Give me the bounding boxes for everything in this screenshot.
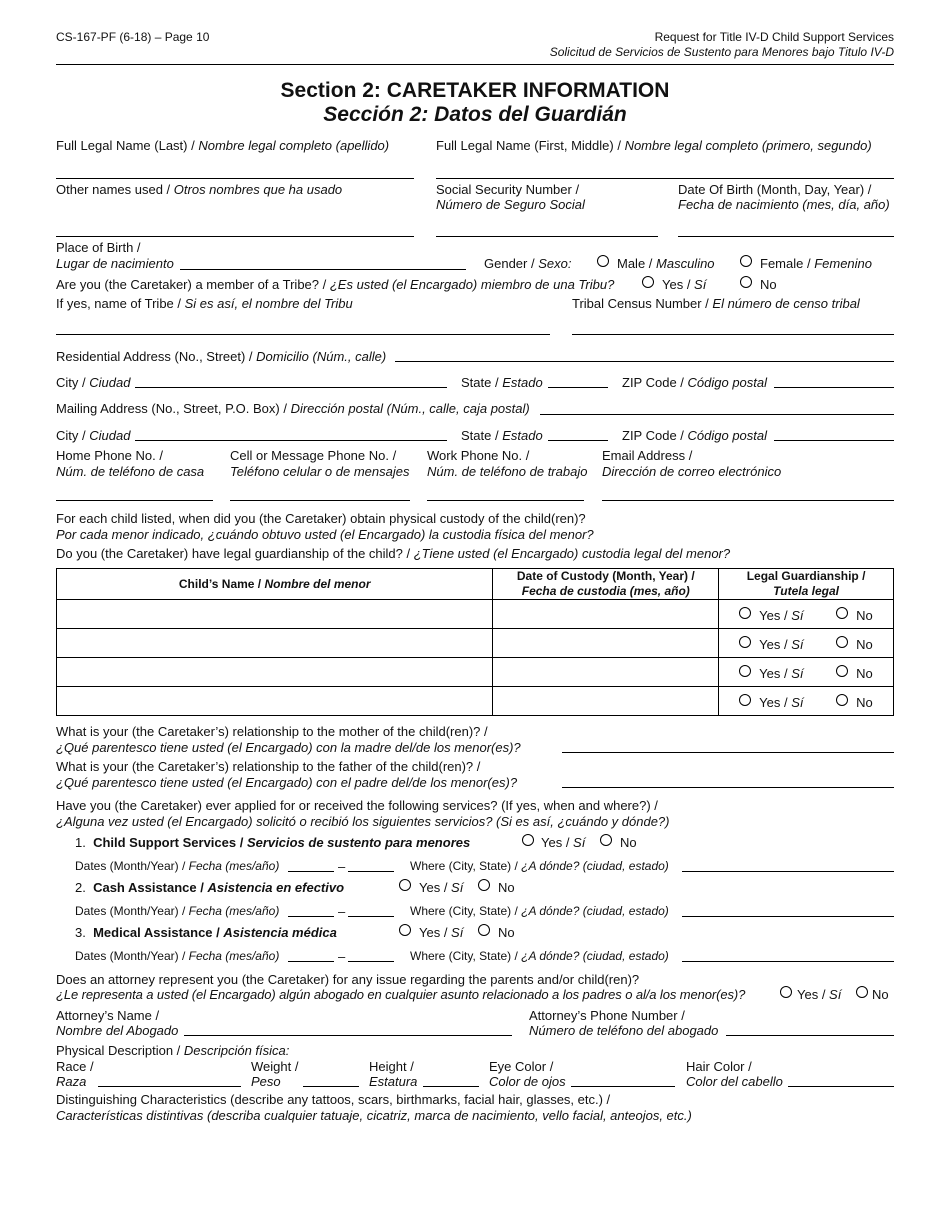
home-phone-field[interactable] xyxy=(56,500,213,501)
first-name-field[interactable] xyxy=(436,178,894,179)
service-1-dates-label: Dates (Month/Year) / Fecha (mes/año) xyxy=(75,859,280,873)
custody-date-cell[interactable] xyxy=(493,629,719,658)
guardianship-no-radio[interactable] xyxy=(836,694,848,706)
pob-field[interactable] xyxy=(180,269,466,270)
last-name-field[interactable] xyxy=(56,178,414,179)
child-name-cell[interactable] xyxy=(57,687,493,716)
col-child-name: Child’s Name / Nombre del menor xyxy=(57,569,493,600)
guardianship-no-radio[interactable] xyxy=(836,607,848,619)
services-question: Have you (the Caretaker) ever applied for or received the following services? (If yes, when and where?) / xyxy=(56,798,658,813)
last-name-label: Full Legal Name (Last) / Nombre legal completo (apellido) xyxy=(56,138,390,153)
service-3-label: 3. Medical Assistance / Asistencia médica xyxy=(75,925,337,940)
mail-city-label: City / Ciudad xyxy=(56,428,131,443)
service-1-yes-label: Yes / Sí xyxy=(541,835,586,850)
mail-zip-field[interactable] xyxy=(774,440,894,441)
email-label-es: Dirección de correo electrónico xyxy=(602,464,782,479)
cell-phone-label-es: Teléfono celular o de mensajes xyxy=(230,464,410,479)
guardianship-cell xyxy=(719,629,894,658)
service-3-dates-label: Dates (Month/Year) / Fecha (mes/año) xyxy=(75,949,280,963)
res-city-field[interactable] xyxy=(135,387,447,388)
section-title: Section 2: CARETAKER INFORMATION xyxy=(280,79,670,102)
other-names-field[interactable] xyxy=(56,236,414,237)
section-subtitle: Sección 2: Datos del Guardián xyxy=(323,103,627,126)
guardianship-cell xyxy=(719,600,894,629)
attorney-name-field[interactable] xyxy=(184,1035,512,1036)
height-label-es: Estatura xyxy=(369,1074,418,1089)
header-divider xyxy=(56,64,894,65)
service-3-where-label: Where (City, State) / ¿A dónde? (ciudad, estado) xyxy=(410,949,669,963)
guardianship-cell xyxy=(719,658,894,687)
attorney-yes-label: Yes / Sí xyxy=(797,987,842,1002)
tribe-yes-radio[interactable] xyxy=(642,276,654,288)
tribal-census-label: Tribal Census Number / El número de censo tribal xyxy=(572,296,860,311)
res-addr-label: Residential Address (No., Street) / Domicilio (Núm., calle) xyxy=(56,349,387,364)
mail-addr-field[interactable] xyxy=(540,414,894,415)
res-addr-field[interactable] xyxy=(395,361,894,362)
service-3-no-radio[interactable] xyxy=(478,924,490,936)
tribe-yes-label: Yes / Sí xyxy=(662,277,707,292)
guardianship-no-label: No xyxy=(856,608,873,623)
attorney-phone-label: Attorney’s Phone Number / xyxy=(529,1008,685,1023)
tribe-name-label: If yes, name of Tribe / Si es así, el nombre del Tribu xyxy=(56,296,353,311)
service-1-label: 1. Child Support Services / Servicios de sustento para menores xyxy=(75,835,471,850)
ssn-field[interactable] xyxy=(436,236,658,237)
service-2-no-label: No xyxy=(498,880,515,895)
service-3-no-label: No xyxy=(498,925,515,940)
guardianship-no-radio[interactable] xyxy=(836,665,848,677)
custody-date-cell[interactable] xyxy=(493,600,719,629)
guardianship-cell xyxy=(719,687,894,716)
dob-field[interactable] xyxy=(678,236,894,237)
distinguishing-label-es: Características distintivas (describa cualquier tatuaje, cicatriz, marca de nacimiento, vello facial, anteojos, etc.) xyxy=(56,1108,692,1123)
service-2-date-to[interactable] xyxy=(348,916,394,917)
child-name-cell[interactable] xyxy=(57,629,493,658)
guardianship-yes-radio[interactable] xyxy=(739,694,751,706)
guardianship-yes-label: Yes / Sí xyxy=(759,695,804,710)
attorney-yes-radio[interactable] xyxy=(780,986,792,998)
rel-mother-label: What is your (the Caretaker’s) relationship to the mother of the child(ren)? / xyxy=(56,724,488,739)
child-name-cell[interactable] xyxy=(57,658,493,687)
height-field[interactable] xyxy=(423,1086,479,1087)
gender-male-label: Male / Masculino xyxy=(617,256,715,271)
attorney-question: Does an attorney represent you (the Caretaker) for any issue regarding the parents and/or child(ren)? xyxy=(56,972,640,987)
guardianship-yes-label: Yes / Sí xyxy=(759,637,804,652)
tribe-name-field[interactable] xyxy=(56,334,550,335)
other-names-label: Other names used / Otros nombres que ha usado xyxy=(56,182,343,197)
race-field[interactable] xyxy=(98,1086,241,1087)
height-label: Height / xyxy=(369,1059,414,1074)
dob-label-es: Fecha de nacimiento (mes, día, año) xyxy=(678,197,890,212)
dob-label: Date Of Birth (Month, Day, Year) / xyxy=(678,182,872,197)
work-phone-label-es: Núm. de teléfono de trabajo xyxy=(427,464,588,479)
service-3-date-to[interactable] xyxy=(348,961,394,962)
race-label: Race / xyxy=(56,1059,94,1074)
pob-label: Place of Birth / xyxy=(56,240,141,255)
res-city-label: City / Ciudad xyxy=(56,375,131,390)
custody-date-cell[interactable] xyxy=(493,687,719,716)
service-1-date-from[interactable] xyxy=(288,871,334,872)
attorney-name-label: Attorney’s Name / xyxy=(56,1008,160,1023)
service-3-where-field[interactable] xyxy=(682,961,894,962)
mail-state-label: State / Estado xyxy=(461,428,543,443)
guardianship-yes-radio[interactable] xyxy=(739,665,751,677)
gender-female-radio[interactable] xyxy=(740,255,752,267)
service-3-dash: – xyxy=(338,949,346,964)
custody-question-en: For each child listed, when did you (the Caretaker) obtain physical custody of the child(ren)? xyxy=(56,511,586,526)
mail-state-field[interactable] xyxy=(548,440,608,441)
service-1-dash: – xyxy=(338,859,346,874)
work-phone-field[interactable] xyxy=(427,500,584,501)
res-state-field[interactable] xyxy=(548,387,608,388)
service-1-no-radio[interactable] xyxy=(600,834,612,846)
ssn-label-es: Número de Seguro Social xyxy=(436,197,585,212)
email-field[interactable] xyxy=(602,500,894,501)
service-2-dates-label: Dates (Month/Year) / Fecha (mes/año) xyxy=(75,904,280,918)
physical-title: Physical Description / Descripción física: xyxy=(56,1043,290,1058)
weight-label: Weight / xyxy=(251,1059,299,1074)
hair-color-label-es: Color del cabello xyxy=(686,1074,783,1089)
guardianship-no-label: No xyxy=(856,666,873,681)
attorney-name-label-es: Nombre del Abogado xyxy=(56,1023,179,1038)
guardianship-no-radio[interactable] xyxy=(836,636,848,648)
res-zip-label: ZIP Code / Código postal xyxy=(622,375,768,390)
form-id: CS-167-PF (6-18) – Page 10 xyxy=(56,30,210,44)
cell-phone-field[interactable] xyxy=(230,500,410,501)
hair-color-field[interactable] xyxy=(788,1086,894,1087)
custody-date-cell[interactable] xyxy=(493,658,719,687)
guardianship-yes-radio[interactable] xyxy=(739,607,751,619)
guardianship-yes-label: Yes / Sí xyxy=(759,608,804,623)
distinguishing-label: Distinguishing Characteristics (describe any tattoos, scars, birthmarks, facial hair, glasses, etc.) / xyxy=(56,1092,611,1107)
eye-color-label: Eye Color / xyxy=(489,1059,554,1074)
table-row xyxy=(57,600,894,629)
attorney-phone-label-es: Número de teléfono del abogado xyxy=(529,1023,719,1038)
service-1-where-label: Where (City, State) / ¿A dónde? (ciudad, estado) xyxy=(410,859,669,873)
attorney-no-radio[interactable] xyxy=(856,986,868,998)
home-phone-label-es: Núm. de teléfono de casa xyxy=(56,464,205,479)
eye-color-field[interactable] xyxy=(571,1086,675,1087)
rel-father-label-es: ¿Qué parentesco tiene usted (el Encargado) con el padre del/de los menor(es)? xyxy=(56,775,518,790)
res-zip-field[interactable] xyxy=(774,387,894,388)
work-phone-label: Work Phone No. / xyxy=(427,448,530,463)
gender-label: Gender / Sexo: xyxy=(484,256,572,271)
ssn-label: Social Security Number / xyxy=(436,182,580,197)
home-phone-label: Home Phone No. / xyxy=(56,448,163,463)
tribal-census-field[interactable] xyxy=(572,334,894,335)
email-label: Email Address / xyxy=(602,448,693,463)
mail-zip-label: ZIP Code / Código postal xyxy=(622,428,768,443)
cell-phone-label: Cell or Message Phone No. / xyxy=(230,448,397,463)
weight-field[interactable] xyxy=(303,1086,359,1087)
service-1-no-label: No xyxy=(620,835,637,850)
rel-mother-label-es: ¿Qué parentesco tiene usted (el Encargado) con la madre del/de los menor(es)? xyxy=(56,740,521,755)
attorney-no-label: No xyxy=(872,987,889,1002)
service-3-yes-label: Yes / Sí xyxy=(419,925,464,940)
guardianship-yes-label: Yes / Sí xyxy=(759,666,804,681)
service-2-dash: – xyxy=(338,904,346,919)
table-row xyxy=(57,687,894,716)
service-3-date-from[interactable] xyxy=(288,961,334,962)
eye-color-label-es: Color de ojos xyxy=(489,1074,566,1089)
guardianship-yes-radio[interactable] xyxy=(739,636,751,648)
services-question-es: ¿Alguna vez usted (el Encargado) solicitó o recibió los siguientes servicios? (Si es así, ¿cuándo y dónde?) xyxy=(56,814,670,829)
service-2-yes-label: Yes / Sí xyxy=(419,880,464,895)
tribe-no-radio[interactable] xyxy=(740,276,752,288)
service-2-label: 2. Cash Assistance / Asistencia en efectivo xyxy=(75,880,345,895)
service-1-where-field[interactable] xyxy=(682,871,894,872)
gender-female-label: Female / Femenino xyxy=(760,256,872,271)
rel-father-label: What is your (the Caretaker’s) relationship to the father of the child(ren)? / xyxy=(56,759,481,774)
gender-male-radio[interactable] xyxy=(597,255,609,267)
service-1-date-to[interactable] xyxy=(348,871,394,872)
first-name-label: Full Legal Name (First, Middle) / Nombre legal completo (primero, segundo) xyxy=(436,138,872,153)
attorney-phone-field[interactable] xyxy=(726,1035,894,1036)
guardianship-question: Do you (the Caretaker) have legal guardianship of the child? / ¿Tiene usted (el Encargado) custodia legal del menor? xyxy=(56,546,731,561)
table-row xyxy=(57,658,894,687)
hair-color-label: Hair Color / xyxy=(686,1059,752,1074)
custody-table-header xyxy=(57,569,894,600)
mail-addr-label: Mailing Address (No., Street, P.O. Box) / Dirección postal (Núm., calle, caja postal) xyxy=(56,401,530,416)
mail-city-field[interactable] xyxy=(135,440,447,441)
custody-table xyxy=(56,568,894,716)
attorney-question-es: ¿Le representa a usted (el Encargado) algún abogado en cualquier asunto relacionado a los padres o al/a los menor(es)? xyxy=(56,987,746,1002)
service-2-date-from[interactable] xyxy=(288,916,334,917)
service-1-yes-radio[interactable] xyxy=(522,834,534,846)
service-2-yes-radio[interactable] xyxy=(399,879,411,891)
race-label-es: Raza xyxy=(56,1074,87,1089)
tribe-question: Are you (the Caretaker) a member of a Tribe? / ¿Es usted (el Encargado) miembro de una Tribu? xyxy=(56,277,615,292)
pob-label-es: Lugar de nacimiento xyxy=(56,256,174,271)
res-state-label: State / Estado xyxy=(461,375,543,390)
rel-father-field[interactable] xyxy=(562,787,894,788)
service-2-where-label: Where (City, State) / ¿A dónde? (ciudad, estado) xyxy=(410,904,669,918)
guardianship-no-label: No xyxy=(856,695,873,710)
tribe-no-label: No xyxy=(760,277,777,292)
service-2-no-radio[interactable] xyxy=(478,879,490,891)
table-row xyxy=(57,629,894,658)
custody-question-es: Por cada menor indicado, ¿cuándo obtuvo usted (el Encargado) la custodia física del menor? xyxy=(56,527,594,542)
header-title-es: Solicitud de Servicios de Sustento para Menores bajo Titulo IV-D xyxy=(549,45,894,59)
child-name-cell[interactable] xyxy=(57,600,493,629)
header-title-en: Request for Title IV-D Child Support Services xyxy=(654,30,894,44)
service-2-where-field[interactable] xyxy=(682,916,894,917)
rel-mother-field[interactable] xyxy=(562,752,894,753)
guardianship-no-label: No xyxy=(856,637,873,652)
col-legal-guardianship: Legal Guardianship / Tutela legal xyxy=(719,569,894,600)
service-3-yes-radio[interactable] xyxy=(399,924,411,936)
col-custody-date: Date of Custody (Month, Year) / Fecha de custodia (mes, año) xyxy=(493,569,719,600)
weight-label-es: Peso xyxy=(251,1074,281,1089)
